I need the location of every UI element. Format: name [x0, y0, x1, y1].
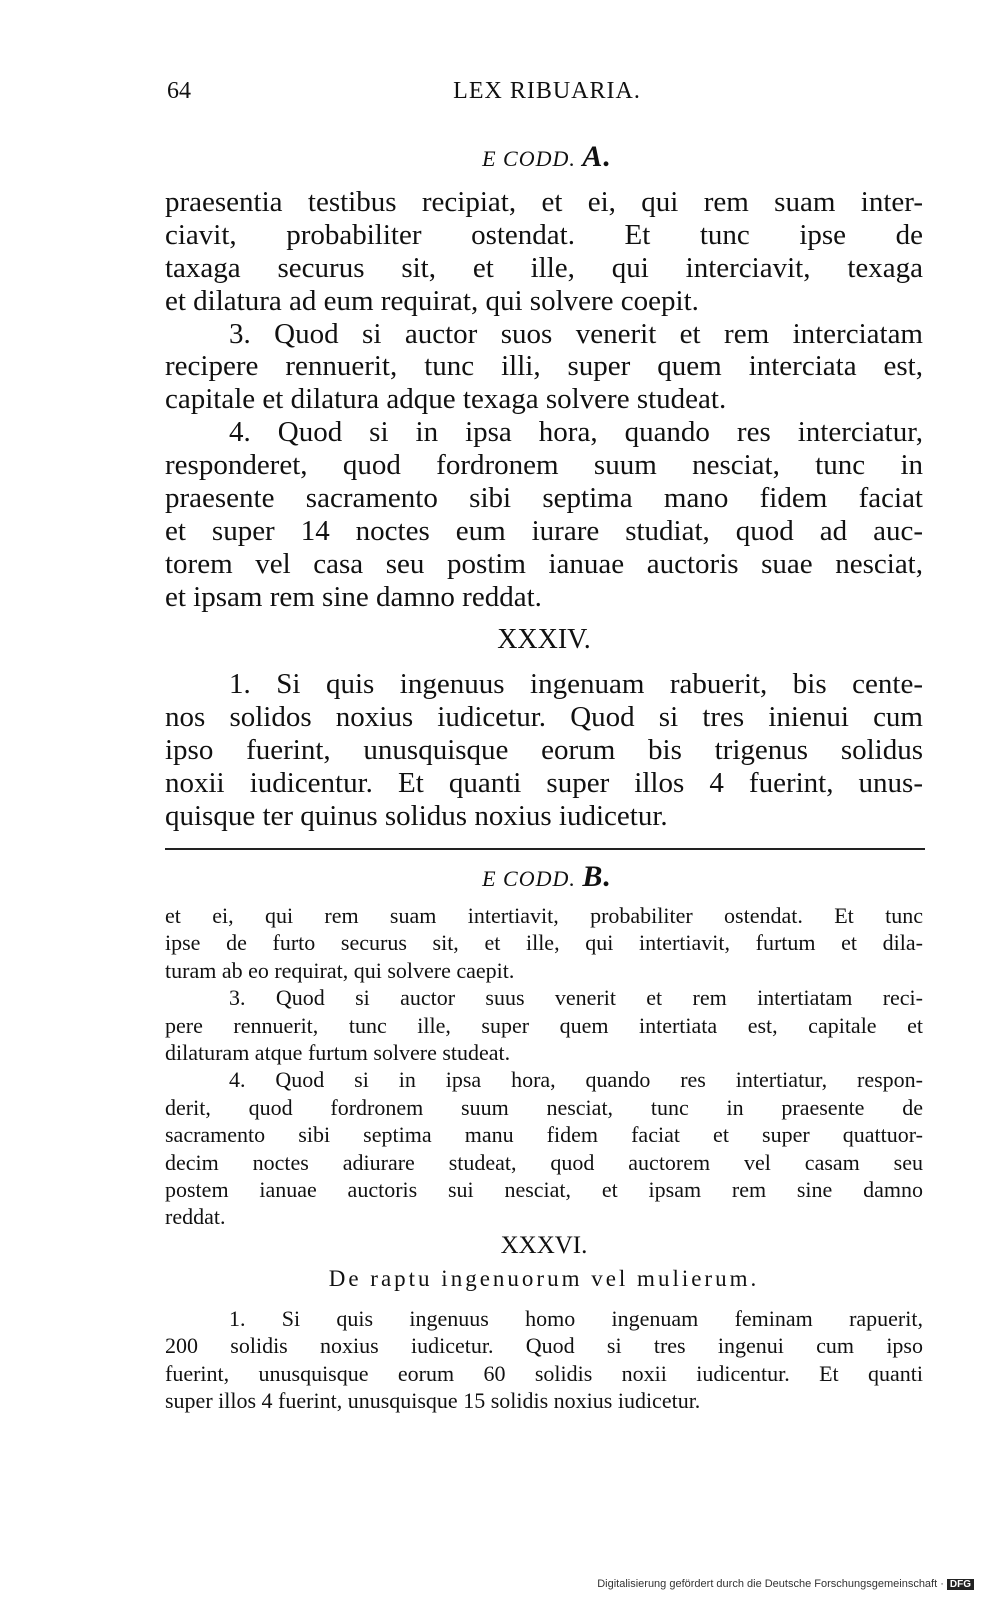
text-line: et super 14 noctes eum iurare studiat, quod ad auc-: [165, 514, 923, 547]
text-line: postem ianuae auctoris sui nesciat, et ipsam rem sine damno: [165, 1176, 923, 1202]
text-line: recipere rennuerit, tunc illi, super quem interciata est,: [165, 350, 923, 383]
codex-a-prefix: E CODD.: [482, 146, 576, 171]
text-line: turam ab eo requirat, qui solvere caepit.: [165, 957, 515, 983]
text-line: praesentia testibus recipiat, et ei, qui rem suam inter-: [165, 186, 923, 218]
text-line: torem vel casa seu postim ianuae auctoris suae nesciat,: [165, 547, 923, 580]
paragraph: [165, 902, 923, 984]
text-line: sacramento sibi septima manu fidem faciat et super quattuor-: [165, 1122, 923, 1148]
paragraph: [165, 318, 923, 417]
text-line: 4. Quod si in ipsa hora, quando res interciatur,: [229, 416, 923, 449]
chapter-xxxvi-text: [165, 1305, 923, 1415]
text-line: 200 solidis noxius iudicetur. Quod si tres ingenui cum ipso: [165, 1333, 923, 1359]
dfg-logo: DFG: [947, 1579, 974, 1590]
text-line: et ipsam rem sine damno reddat.: [165, 580, 542, 613]
codex-a-heading: [167, 140, 927, 174]
codex-b-letter: B.: [582, 860, 612, 893]
text-line: 3. Quod si auctor suus venerit et rem intertiatam reci-: [229, 985, 923, 1011]
paragraph: [165, 416, 923, 613]
text-line: fuerint, unusquisque eorum 60 solidis noxii iudicentur. Et quanti: [165, 1360, 923, 1386]
credit-text: Digitalisierung gefördert durch die Deutsche Forschungsgemeinschaft ·: [597, 1578, 944, 1590]
text-line: ciavit, probabiliter ostendat. Et tunc ipse de: [165, 218, 923, 251]
text-line: capitale et dilatura adque texaga solvere studeat.: [165, 383, 727, 416]
text-line: 3. Quod si auctor suos venerit et rem interciatam: [229, 317, 923, 350]
paragraph: [165, 1066, 923, 1230]
codex-b-text: [165, 902, 923, 1231]
text-line: pere rennuerit, tunc ille, super quem intertiata est, capitale et: [165, 1012, 923, 1038]
codex-b-heading: [167, 860, 927, 894]
text-line: 1. Si quis ingenuus homo ingenuam feminam rapuerit,: [229, 1306, 923, 1331]
text-line: taxaga securus sit, et ille, qui interciavit, texaga: [165, 251, 923, 284]
text-line: super illos 4 fuerint, unusquisque 15 solidis noxius iudicetur.: [165, 1388, 701, 1414]
text-line: 4. Quod si in ipsa hora, quando res intertiatur, respon-: [229, 1067, 923, 1093]
text-line: nos solidos noxius iudicetur. Quod si tres inienui cum: [165, 700, 923, 733]
running-title: LEX RIBUARIA.: [453, 78, 641, 104]
text-line: et ei, qui rem suam intertiavit, probabiliter ostendat. Et tunc: [165, 903, 923, 928]
text-line: noxii iudicentur. Et quanti super illos 4 fuerint, unus-: [165, 766, 923, 799]
text-line: et dilatura ad eum requirat, qui solvere coepit.: [165, 284, 699, 317]
paragraph: [165, 984, 923, 1066]
digitization-credit: [597, 1578, 974, 1590]
text-line: responderet, quod fordronem suum nesciat, tunc in: [165, 449, 923, 482]
text-line: dilaturam atque furtum solvere studeat.: [165, 1039, 511, 1065]
chapter-heading-xxxiv: XXXIV.: [497, 624, 591, 655]
text-line: decim noctes adiurare studeat, quod auctorem vel casam seu: [165, 1149, 923, 1175]
text-line: ipso fuerint, unusquisque eorum bis trigenus solidus: [165, 733, 923, 766]
text-line: reddat.: [165, 1204, 226, 1230]
chapter-subheading: De raptu ingenuorum vel mulierum.: [328, 1266, 760, 1291]
text-line: derit, quod fordronem suum nesciat, tunc in praesente de: [165, 1094, 923, 1120]
codex-a-letter: A.: [582, 140, 612, 173]
text-line: 1. Si quis ingenuus ingenuam rabuerit, bis cente-: [229, 668, 923, 700]
text-line: praesente sacramento sibi septima mano fidem faciat: [165, 482, 923, 515]
text-line: quisque ter quinus solidus noxius iudicetur.: [165, 799, 668, 832]
codex-a-text: [165, 186, 923, 614]
paragraph: [165, 186, 923, 318]
section-divider: [165, 848, 925, 850]
page-header: [167, 78, 927, 112]
text-line: ipse de furto securus sit, et ille, qui intertiavit, furtum et dila-: [165, 930, 923, 956]
chapter-xxxiv-text: [165, 668, 923, 832]
codex-b-prefix: E CODD.: [482, 866, 576, 891]
chapter-heading-xxxvi: XXXVI.: [500, 1232, 588, 1259]
page-number: 64: [167, 78, 191, 104]
